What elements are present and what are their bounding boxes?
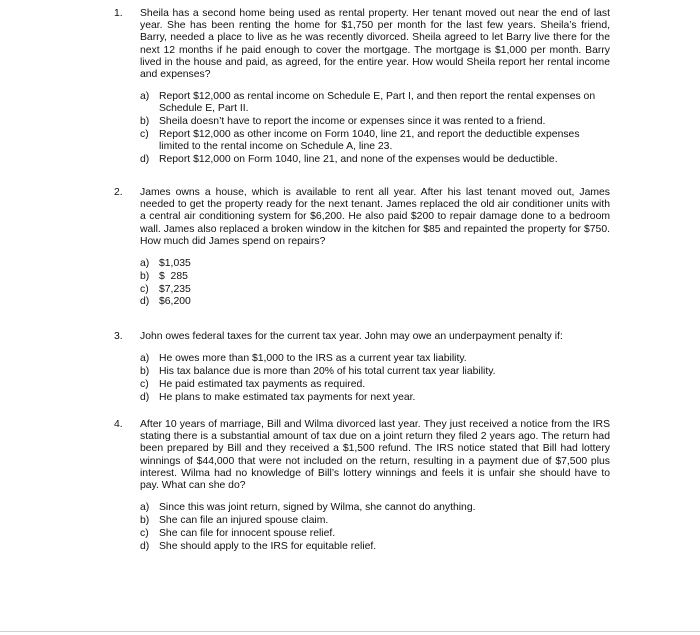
option-c [140, 379, 610, 391]
option-letter: d) [140, 391, 150, 403]
option-text: He plans to make estimated tax payments for next year. [159, 391, 416, 403]
option-a [140, 258, 610, 270]
question-text: John owes federal taxes for the current tax year. John may owe an underpayment penalty if: [140, 331, 563, 342]
option-text: Sheila doesn’t have to report the income or expenses since it was rented to a friend. [159, 116, 546, 128]
option-text: She can file an injured spouse claim. [159, 515, 329, 527]
option-b [140, 116, 610, 128]
option-letter: c) [140, 129, 149, 141]
option-letter: a) [140, 353, 150, 365]
question-text: After 10 years of marriage, Bill and Wilma divorced last year. They just received a notice from the IRS stating there is a substantial amount of tax due on a joint return they filed 2 years ago. The return had been prepared by Bill and they received a $1,500 refund. The IRS notice stated that Bill had lottery winnings of $44,000 that were not included on the return, resulting in a payment due of $7,500 plus interest. Wilma had no knowledge of Bill’s lottery winnings and feels it is unfair she should have to pay. What can she do? [140, 419, 610, 492]
option-text: She can file for innocent spouse relief. [159, 527, 336, 539]
answer-options [140, 91, 610, 166]
answer-options [140, 353, 610, 404]
option-d [140, 154, 610, 166]
option-b [140, 515, 610, 527]
option-text: He owes more than $1,000 to the IRS as a current year tax liability. [159, 353, 467, 365]
question-number: 3. [114, 331, 123, 342]
question-1 [114, 8, 610, 167]
option-letter: a) [140, 258, 150, 270]
option-letter: a) [140, 502, 150, 514]
option-a [140, 91, 610, 115]
option-letter: b) [140, 270, 150, 282]
option-text: $6,200 [159, 296, 191, 308]
answer-options [140, 258, 610, 309]
option-text: She should apply to the IRS for equitable relief. [159, 540, 377, 552]
option-a [140, 502, 610, 514]
option-letter: b) [140, 116, 150, 128]
option-b [140, 366, 610, 378]
option-letter: c) [140, 378, 149, 390]
page-bottom-divider [0, 631, 700, 632]
question-text: Sheila has a second home being used as rental property. Her tenant moved out near the end of last year. She has been renting the home for $1,750 per month for the last few years. Sheila’s friend, Barry, needed a place to live as he was recently divorced. Sheila agreed to let Barry live there for the next 12 months if he paid enough to cover the mortgage. The mortgage is $1,000 per month. Barry lived in the house and paid, as agreed, for the entire year. How would Sheila report her rental income and expenses? [140, 8, 610, 81]
option-b [140, 271, 610, 283]
question-2 [114, 187, 610, 309]
option-letter: c) [140, 527, 149, 539]
option-d [140, 541, 610, 553]
option-letter: b) [140, 515, 150, 527]
option-letter: b) [140, 366, 150, 377]
question-3 [114, 331, 610, 404]
option-text: Report $12,000 on Form 1040, line 21, and none of the expenses would be deductible. [159, 154, 558, 166]
option-text: Report $12,000 as rental income on Schedule E, Part I, and then report the rental expenses on Schedule E, Part II. [159, 91, 596, 115]
option-c [140, 528, 610, 540]
option-letter: d) [140, 540, 150, 552]
answer-options [140, 502, 610, 553]
option-text: He paid estimated tax payments as required. [159, 378, 366, 390]
option-text: Since this was joint return, signed by Wilma, she cannot do anything. [159, 502, 476, 514]
option-text: $ 285 [159, 270, 188, 282]
option-a [140, 353, 610, 365]
question-text: James owns a house, which is available to rent all year. After his last tenant moved out, James needed to get the property ready for the next tenant. James replaced the old air conditioner units with a central air conditioning system for $6,200. He also paid $200 to repair damage done to a bedroom wall. James also replaced a broken window in the kitchen for $85 and repainted the property for $750. How much did James spend on repairs? [140, 187, 610, 247]
question-4 [114, 419, 610, 553]
option-text: His tax balance due is more than 20% of his total current tax year liability. [159, 366, 496, 377]
option-text: $1,035 [159, 258, 191, 270]
option-text: $7,235 [159, 283, 191, 295]
question-number: 1. [114, 8, 123, 19]
option-d [140, 296, 610, 308]
option-c [140, 129, 610, 153]
option-letter: d) [140, 296, 150, 308]
option-c [140, 284, 610, 296]
option-letter: d) [140, 154, 150, 166]
option-letter: a) [140, 91, 150, 103]
question-number: 2. [114, 187, 123, 198]
option-text: Report $12,000 as other income on Form 1040, line 21, and report the deductible expenses limited to the rental income on Schedule A, line 23. [159, 129, 580, 153]
question-number: 4. [114, 419, 123, 430]
option-letter: c) [140, 283, 149, 295]
option-d [140, 392, 610, 404]
